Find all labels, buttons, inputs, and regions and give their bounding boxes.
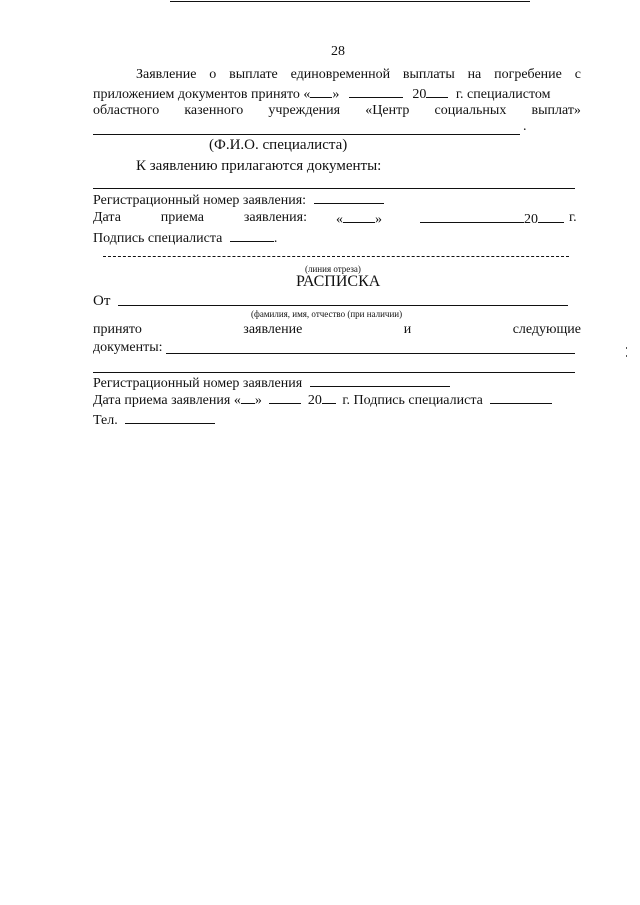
signature-period: . [273, 231, 278, 246]
reception-date-words [93, 210, 307, 226]
accepted-word: заявление [243, 322, 303, 337]
receipt-title: РАСПИСКА [296, 273, 381, 290]
statement-word: на [467, 67, 482, 82]
receipt-date-row [93, 391, 552, 409]
receipt-year-blank[interactable] [322, 391, 336, 404]
close-quote: » [375, 212, 382, 227]
receipt-date-text: г. Подпись специалиста [342, 393, 483, 408]
reception-year-blank[interactable] [538, 210, 564, 223]
receipt-registration-row [93, 374, 450, 392]
statement-line-2 [93, 85, 551, 103]
specialist-caption: (Ф.И.О. специалиста) [209, 137, 348, 153]
statement-word: выплаты [402, 67, 455, 82]
receipt-registration-label: Регистрационный номер заявления [93, 376, 303, 391]
phone-row [93, 411, 215, 429]
reception-day-blank[interactable] [343, 210, 375, 223]
signature-label: Подпись специалиста [93, 231, 223, 246]
accepted-word: принято [93, 322, 142, 337]
documents-blank-2[interactable] [93, 372, 575, 373]
receipt-year-prefix: 20 [307, 393, 322, 408]
statement-word: выплате [229, 67, 278, 82]
scan-dot [626, 355, 627, 357]
from-blank[interactable] [118, 305, 568, 306]
page-number: 28 [331, 44, 345, 59]
statement-line-3 [93, 103, 581, 119]
year-suffix: г. [569, 210, 577, 225]
fio-caption: (фамилия, имя, отчество (при наличии) [251, 309, 403, 319]
statement-word: казенного [184, 103, 244, 118]
statement-text: приложением документов принято « [93, 87, 311, 102]
receipt-registration-blank[interactable] [310, 374, 450, 387]
registration-number-blank[interactable] [314, 191, 384, 204]
reception-date-fields [336, 210, 382, 228]
month-blank[interactable] [349, 85, 403, 98]
statement-word: областного [93, 103, 160, 118]
phone-blank[interactable] [125, 411, 215, 424]
documents-blank-1[interactable] [166, 353, 575, 354]
receipt-signature-blank[interactable] [490, 391, 552, 404]
statement-word: выплат» [531, 103, 581, 118]
reception-month-blank[interactable] [420, 210, 524, 223]
attached-documents-blank[interactable] [93, 188, 575, 189]
statement-word: «Центр [365, 103, 410, 118]
statement-line-1 [136, 67, 581, 83]
receipt-date-text: » [254, 393, 262, 408]
statement-word: с [574, 67, 581, 82]
registration-number-row [93, 191, 384, 209]
year-prefix: 20 [524, 212, 538, 227]
reception-date-word: Дата [93, 210, 121, 225]
statement-word: погребение [494, 67, 562, 82]
statement-word: учреждения [268, 103, 341, 118]
documents-label: документы: [93, 340, 163, 355]
statement-word: Заявление [136, 67, 197, 82]
accepted-word: и [403, 322, 412, 337]
receipt-day-blank[interactable] [241, 391, 255, 404]
statement-word: о [209, 67, 217, 82]
receipt-date-text: Дата приема заявления « [93, 393, 241, 408]
year-prefix: 20 [412, 87, 427, 102]
reception-year-fields [420, 210, 564, 228]
scan-dot [626, 347, 627, 349]
statement-word: единовременной [290, 67, 391, 82]
specialist-name-blank[interactable] [93, 134, 520, 135]
reception-date-word: заявления: [243, 210, 307, 225]
open-quote: « [336, 212, 343, 227]
signature-blank[interactable] [230, 229, 274, 242]
reception-date-word: приема [160, 210, 204, 225]
accepted-word: следующие [512, 322, 581, 337]
cut-line-label: (линия отреза) [305, 264, 361, 274]
statement-text: г. специалистом [455, 87, 551, 102]
year-blank[interactable] [426, 85, 448, 98]
from-label: От [93, 293, 111, 309]
top-edge-line [170, 1, 530, 2]
signature-row [93, 229, 277, 247]
phone-label: Тел. [93, 413, 118, 428]
attached-documents-label: К заявлению прилагаются документы: [136, 158, 382, 174]
registration-number-label: Регистрационный номер заявления: [93, 193, 307, 208]
receipt-month-blank[interactable] [269, 391, 301, 404]
cut-dashed-line [103, 256, 569, 257]
statement-text: » [332, 87, 340, 102]
accepted-line [93, 322, 581, 338]
statement-period: . [523, 119, 527, 134]
day-blank[interactable] [310, 85, 332, 98]
statement-word: социальных [434, 103, 507, 118]
